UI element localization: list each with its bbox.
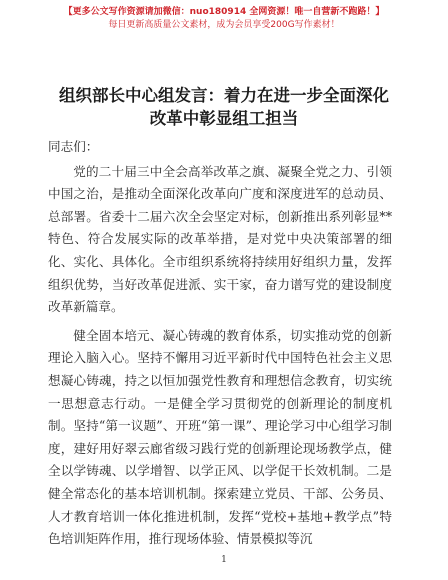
document-title-line-2: 改革中彰显组工担当: [149, 109, 299, 128]
promo-banner: [0, 6, 448, 32]
greeting: 同志们：: [48, 139, 99, 154]
document-title-line-1: 组织部长中心组发言：着力在进一步全面深化: [59, 86, 389, 105]
document-body: [48, 136, 392, 551]
promo-banner-line-1: 【更多公文写作资源请加微信：nuo180914 全网资源！唯一自营新不跑路！】: [63, 7, 385, 17]
document-title: [40, 84, 408, 130]
paragraph-2: 健全固本培元、凝心铸魂的教育体系，切实推动党的创新理论入脑入心。坚持不懈用习近平新时代中国特色社会主义思想凝心铸魂，持之以恒加强党性教育和理想信念教育，切实统一思想意志行动。一是健全学习贯彻党的创新理论的制度机制。坚持“第一议题”、开班“第一课”、理论学习中心组学习制度，建好用好翠云廊省级习践行党的创新理论现场教学点，健全以学铸魂、以学增智、以学正风、以学促干长效机制。二是健全常态化的基本培训机制。探索建立党员、干部、公务员、人才教育培训一体化推进机制，发挥“党校+基地+教学点”特色培训矩阵作用，推行现场体验、情景模拟等沉: [48, 327, 392, 547]
promo-banner-line-2: 每日更新高质量公文素材，成为会员享受200G写作素材！: [108, 20, 340, 30]
page-number: 1: [221, 555, 227, 565]
paragraph-1: 党的二十届三中全会高举改革之旗、凝聚全党之力、引领中国之治，是推动全面深化改革向广度和深度进军的总动员、总部署。省委十二届六次全会坚定对标，创新推出系列彰显**特色、符合发展实际的改革举措，是对党中央决策部署的细化、实化、具体化。全市组织系统将持续用好组织力量，发挥组织优势，当好改革促进派、实干家，奋力谱写党的建设制度改革新篇章。: [48, 163, 392, 315]
